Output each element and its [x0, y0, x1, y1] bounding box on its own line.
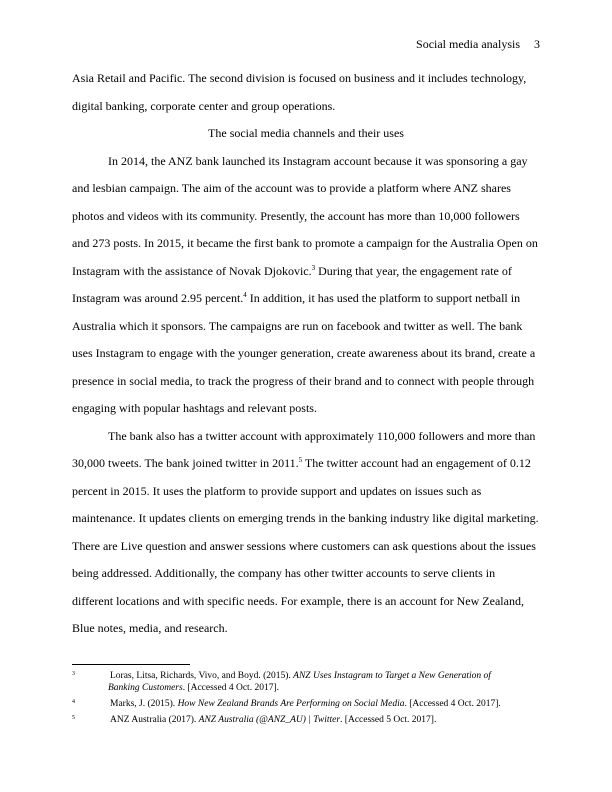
- text-segment: The bank also has a twitter account with approximately 110,000 followers and more than: [108, 428, 536, 443]
- footnote-separator: [72, 664, 190, 665]
- footnote-text: [110, 714, 436, 726]
- text-line: [72, 264, 512, 278]
- text-segment: Loras, Litsa, Richards, Vivo, and Boyd. (2015).: [110, 671, 294, 681]
- text-segment: digital banking, corporate center and group operations.: [72, 98, 336, 113]
- text-line: [108, 154, 528, 168]
- text-line: [72, 511, 539, 525]
- text-segment: percent in 2015. It uses the platform to provide support and updates on issues such as: [72, 483, 482, 498]
- footnote-text: [110, 698, 501, 710]
- text-line: [108, 429, 535, 443]
- text-segment: There are Live question and answer sessions where customers can ask questions about the issues: [72, 538, 536, 553]
- text-segment: Instagram was around 2.95 percent.: [72, 291, 244, 305]
- footnote-number: 5: [72, 715, 75, 721]
- text-line: [72, 236, 538, 250]
- text-segment: 30,000 tweets. The bank joined twitter in 2011.: [72, 456, 299, 470]
- footnote-number: 4: [72, 699, 75, 705]
- text-line: [72, 401, 317, 415]
- text-line: [72, 484, 481, 498]
- footnote-number: 3: [72, 671, 75, 677]
- text-segment: . [Accessed 4 Oct. 2017].: [404, 699, 501, 709]
- text-segment: and lesbian campaign. The aim of the account was to provide a platform where ANZ shares: [72, 181, 511, 195]
- text-segment: Instagram with the assistance of Novak Djokovic.: [72, 263, 312, 278]
- text-line: [72, 539, 536, 553]
- text-line: [72, 621, 228, 635]
- text-segment: engaging with popular hashtags and relevant posts.: [72, 401, 317, 415]
- text-segment: . [Accessed 5 Oct. 2017].: [340, 715, 437, 725]
- footnote-text: [110, 670, 491, 682]
- text-segment: . [Accessed 4 Oct. 2017].: [182, 683, 279, 693]
- text-segment: In 2014, the ANZ bank launched its Instagram account because it was sponsoring a gay: [108, 153, 528, 168]
- text-segment: The twitter account had an engagement of 0.12: [302, 456, 531, 470]
- text-line: [72, 346, 535, 360]
- citation-title: ANZ Australia (@ANZ_AU) | Twitter: [198, 715, 341, 725]
- citation-title: How New Zealand Brands Are Performing on Social Media: [177, 699, 405, 709]
- text-segment: photos and videos with its community. Presently, the account has more than 10,000 followers: [72, 208, 520, 223]
- text-segment: ANZ Australia (2017).: [110, 715, 199, 725]
- text-segment: Marks, J. (2015).: [110, 699, 178, 709]
- text-segment: In addition, it has used the platform to support netball in: [246, 291, 521, 305]
- text-line: [72, 456, 531, 470]
- text-line: [72, 291, 520, 305]
- footnote-reference: 5: [298, 456, 303, 464]
- text-line: [72, 594, 524, 608]
- footnote-reference: 3: [311, 263, 316, 272]
- text-line: [72, 99, 335, 113]
- text-line: [72, 181, 511, 195]
- text-segment: presence in social media, to track the progress of their brand and to connect with people through: [72, 373, 535, 388]
- text-segment: being addressed. Additionally, the company has other twitter accounts to serve clients in: [72, 566, 496, 580]
- text-segment: uses Instagram to engage with the younger generation, create awareness about its brand, create a: [72, 346, 536, 360]
- text-segment: and 273 posts. In 2015, it became the first bank to promote a campaign for the Australia Open on: [72, 236, 538, 250]
- footnote-reference: 4: [243, 291, 247, 299]
- footnote-text: [108, 682, 279, 694]
- text-segment: different locations and with specific needs. For example, there is an account for New Zealand,: [72, 593, 524, 608]
- text-line: [72, 374, 534, 388]
- text-segment: Australia which it sponsors. The campaigns are run on facebook and twitter as well. The bank: [72, 318, 523, 333]
- text-segment: Blue notes, media, and research.: [72, 621, 228, 635]
- header-title: Social media analysis: [416, 37, 520, 51]
- text-segment: maintenance. It updates clients on emerging trends in the banking industry like digital marketing.: [72, 511, 539, 525]
- text-segment: During that year, the engagement rate of: [315, 263, 512, 278]
- text-line: [72, 209, 520, 223]
- text-segment: Asia Retail and Pacific. The second division is focused on business and it includes technology,: [72, 71, 527, 85]
- text-line: [72, 71, 526, 85]
- page-number: 3: [534, 37, 540, 51]
- text-line: [72, 566, 495, 580]
- citation-title: ANZ Uses Instagram to Target a New Generation of: [293, 671, 491, 681]
- running-header: [402, 37, 540, 52]
- text-line: [72, 319, 522, 333]
- citation-title: Banking Customers: [108, 683, 183, 693]
- section-heading: The social media channels and their uses: [208, 126, 404, 140]
